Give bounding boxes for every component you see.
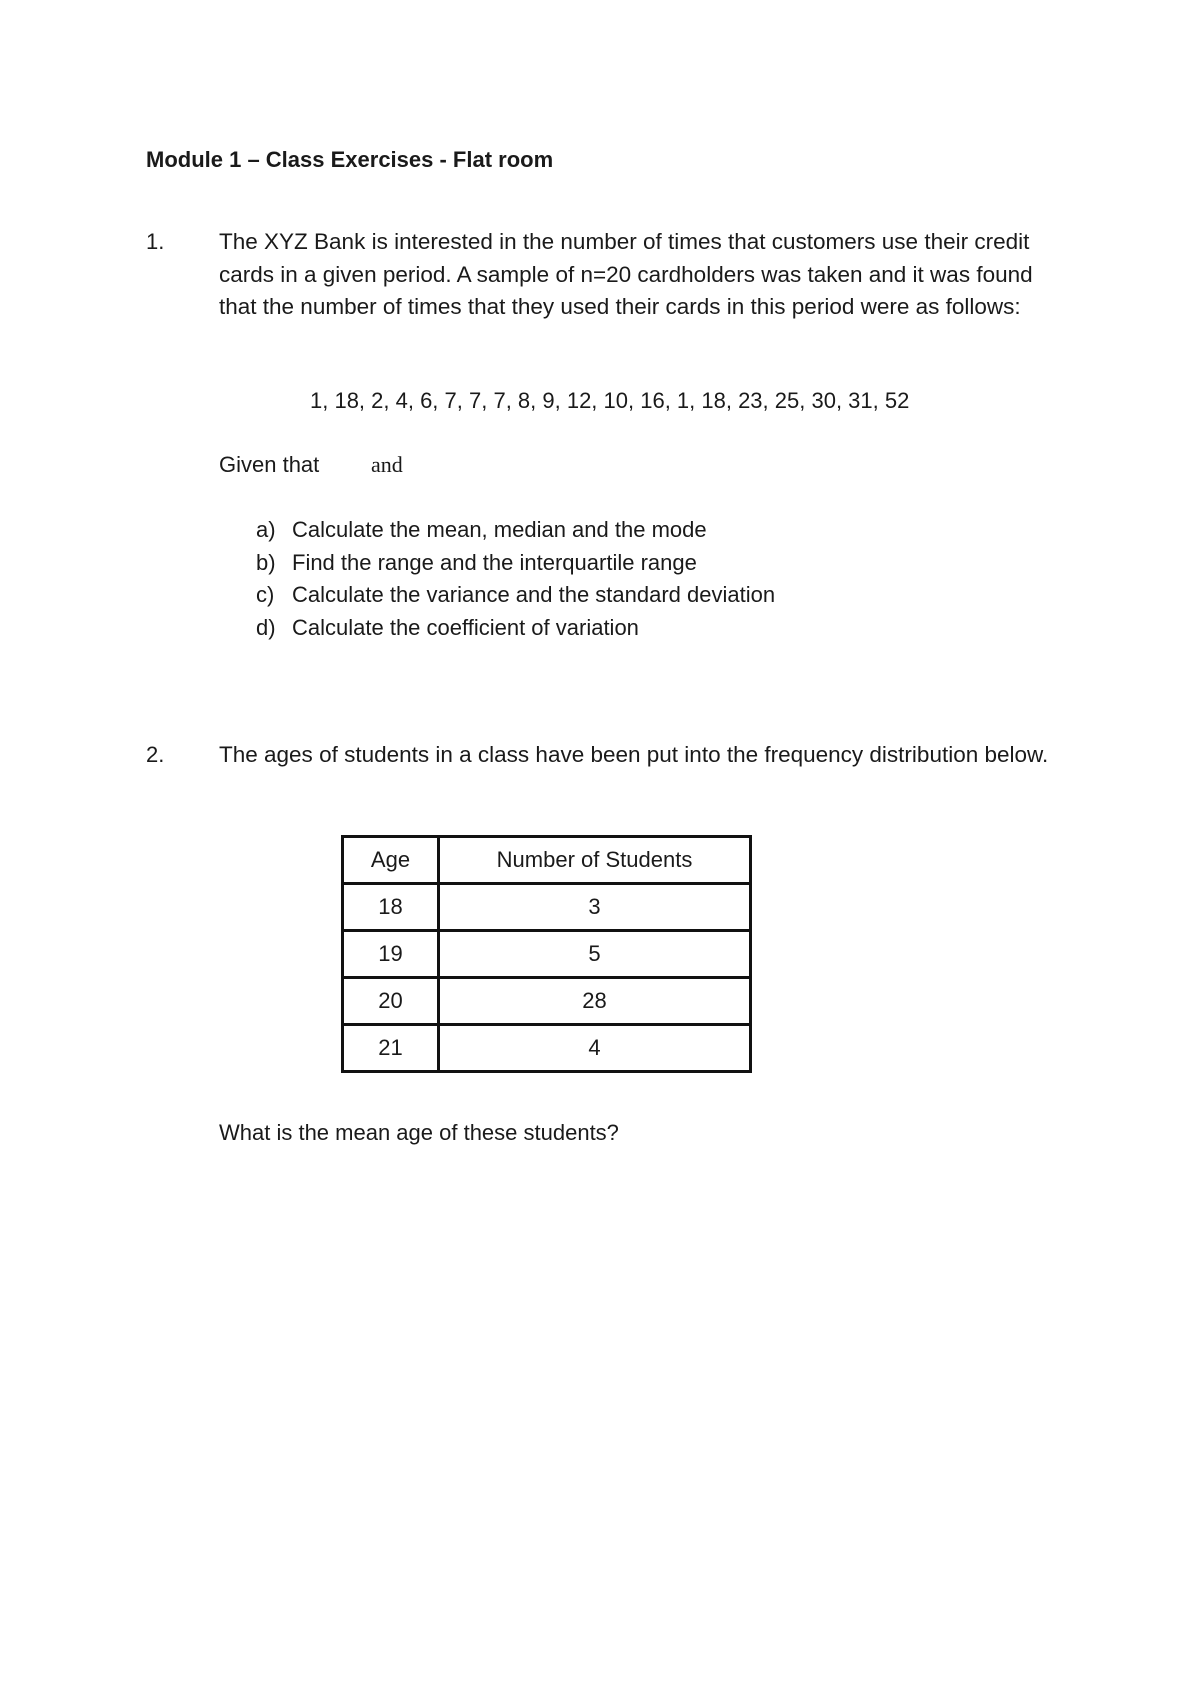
- given-line: [219, 450, 403, 480]
- part-text: Calculate the mean, median and the mode: [292, 517, 707, 542]
- table-cell: 19: [343, 931, 439, 978]
- part-text: Find the range and the interquartile range: [292, 549, 697, 575]
- table-cell: 18: [343, 884, 439, 931]
- part-text: Calculate the variance and the standard deviation: [292, 582, 776, 607]
- question-2-number: 2.: [146, 742, 165, 767]
- question-1-data: 1, 18, 2, 4, 6, 7, 7, 7, 8, 9, 12, 10, 16, 1, 18, 23, 25, 30, 31, 52: [310, 388, 910, 413]
- table-row: [343, 884, 751, 931]
- part-letter: c): [256, 582, 275, 607]
- part-letter: b): [256, 549, 276, 575]
- question-1-number: 1.: [146, 229, 165, 254]
- part-text: Calculate the coefficient of variation: [292, 614, 639, 640]
- table-cell: 3: [439, 884, 751, 931]
- list-item: [256, 579, 775, 612]
- table-cell: 5: [439, 931, 751, 978]
- table-header-cell: Number of Students: [439, 837, 751, 884]
- part-letter: a): [256, 517, 276, 542]
- part-letter: d): [256, 614, 276, 640]
- question-2-text: The ages of students in a class have been put into the frequency distribution below.: [219, 742, 1049, 767]
- table-header-row: [343, 837, 751, 884]
- frequency-table: [341, 835, 752, 1073]
- question-1-text: The XYZ Bank is interested in the number of times that customers use their credit cards in a given period. A sample of n=20 cardholders was taken and it was found that the number of times that they used their cards in this period were as follows:: [219, 229, 1033, 319]
- page-title: Module 1 – Class Exercises - Flat room: [146, 147, 554, 172]
- question-1-parts: [256, 514, 775, 644]
- table-cell: 20: [343, 978, 439, 1025]
- table-row: [343, 978, 751, 1025]
- table-row: [343, 1025, 751, 1072]
- list-item: [256, 514, 775, 547]
- question-2-prompt: What is the mean age of these students?: [219, 1120, 619, 1145]
- table-cell: 21: [343, 1025, 439, 1072]
- given-and: and: [371, 452, 403, 477]
- table-row: [343, 931, 751, 978]
- table-cell: 28: [439, 978, 751, 1025]
- table-header-cell: Age: [343, 837, 439, 884]
- given-label: Given that: [219, 452, 320, 477]
- list-item: [256, 547, 775, 580]
- list-item: [256, 612, 775, 645]
- table-cell: 4: [439, 1025, 751, 1072]
